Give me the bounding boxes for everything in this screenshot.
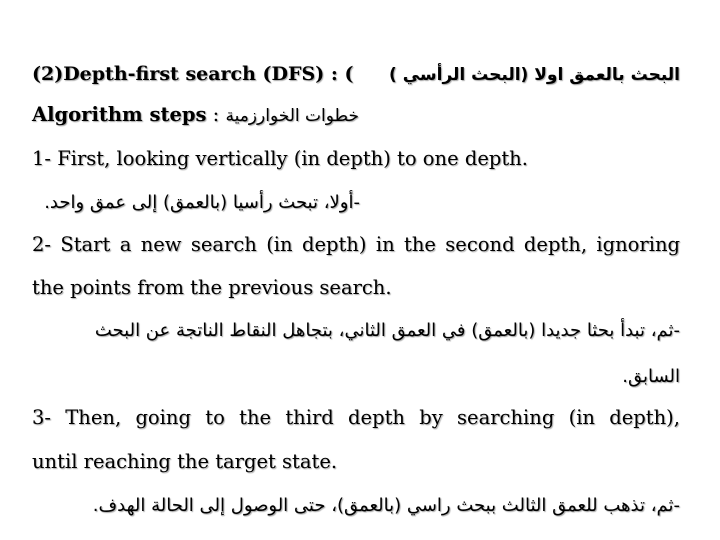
algorithm-steps-heading [32,103,680,126]
step-2-english-line1: 2- Start a new search (in depth) in the second depth, ignoring [32,233,680,256]
step-3-english-line1: 3- Then, going to the third depth by searching (in depth), [32,406,680,429]
algorithm-separator: : [206,103,226,126]
title-line [32,63,680,85]
title-english: (2)Depth-first search (DFS) : ( [32,63,354,85]
step-2-english-line2: the points from the previous search. [32,276,392,299]
algorithm-arabic: خطوات الخوارزمية [225,106,359,126]
step-3-arabic: -ثم، تذهب للعمق الثالث ببحث راسي (بالعمق)، حتى الوصول إلى الحالة الهدف. [92,495,680,516]
step-2-arabic-line2: السابق. [622,366,680,387]
algorithm-label: Algorithm steps [32,103,207,126]
step-1-arabic: -أولا، تبحث رأسيا (بالعمق) إلى عمق واحد. [44,192,360,213]
step-1-english: 1- First, looking vertically (in depth) to one depth. [32,147,528,170]
step-2-arabic-line1: -ثم، تبدأ بحثا جديدا (بالعمق) في العمق الثاني، بتجاهل النقاط الناتجة عن البحث [94,320,680,341]
title-arabic: البحث بالعمق اولا (البحث الرأسي ) [389,65,680,85]
step-3-english-line2: until reaching the target state. [32,450,338,473]
